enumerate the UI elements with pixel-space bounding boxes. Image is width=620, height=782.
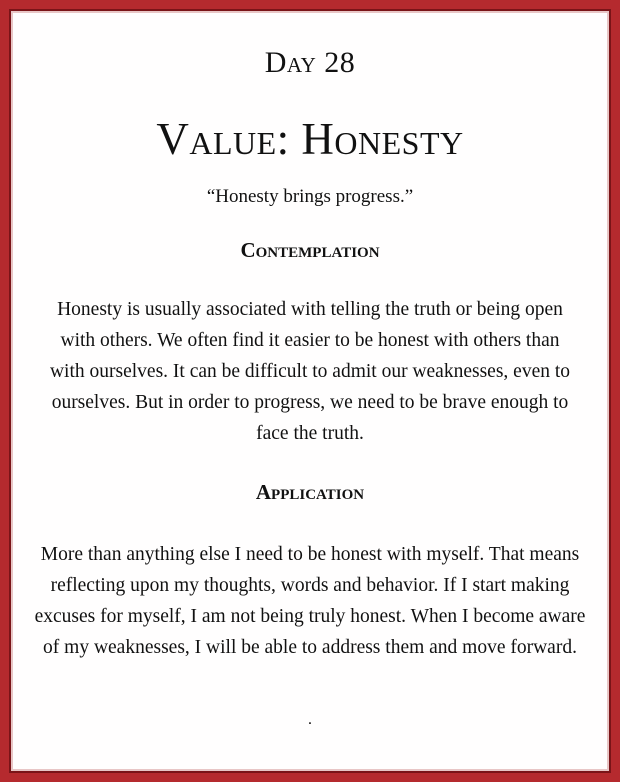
page-title: Value: Honesty — [156, 114, 464, 164]
application-text: More than anything else I need to be honest with myself. That means reflecting upon my thoughts, words and behavior. If I start making excuses for myself, I am not being truly honest. When I become aware of my weaknesses, I will be able to address them and move forward. — [34, 544, 586, 658]
contemplation-heading: Contemplation — [240, 238, 380, 262]
contemplation-text: Honesty is usually associated with telling the truth or being open with others. We often find it easier to be honest with others than with ourselves. It can be difficult to admit our weaknesses, even to ourselves. But in order to progress, we need to be brave enough to face the truth. — [49, 299, 571, 444]
day-label: Day 28 — [264, 46, 356, 79]
quote: “Honesty brings progress.” — [206, 186, 414, 207]
page-content — [21, 21, 599, 761]
application-heading: Application — [255, 480, 365, 504]
footer-mark: . — [307, 712, 313, 728]
